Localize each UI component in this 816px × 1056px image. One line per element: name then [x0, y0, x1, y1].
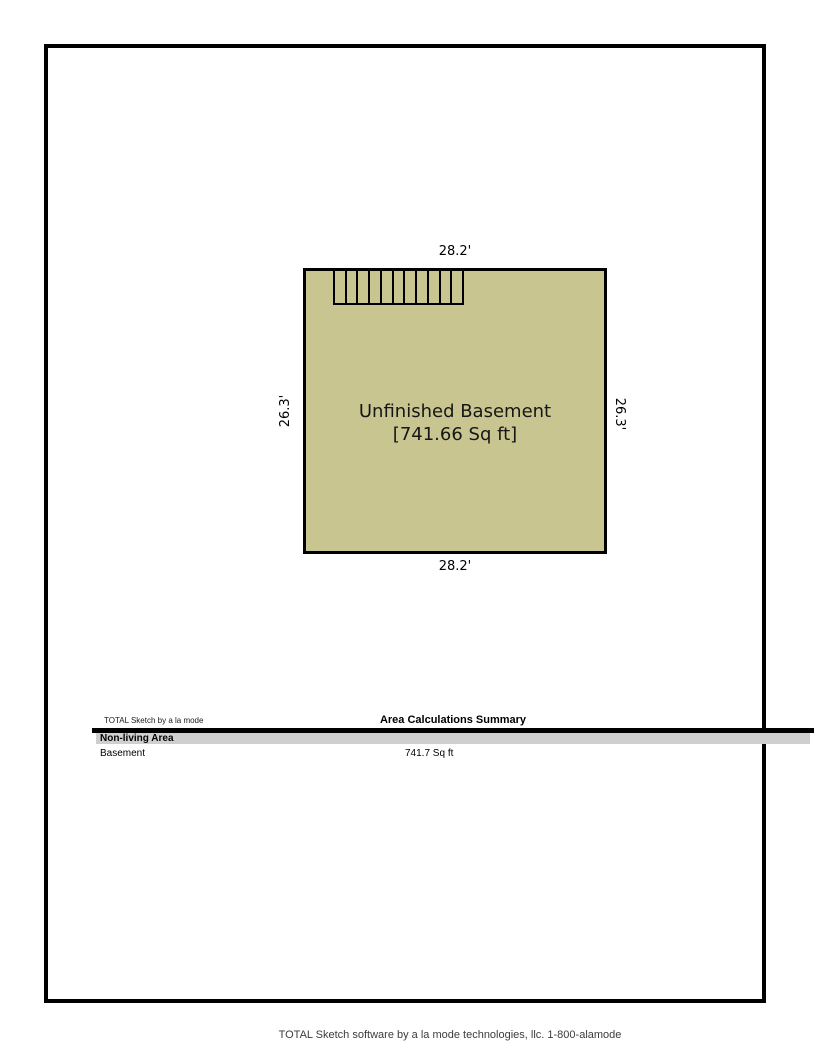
stair-tread: [405, 271, 417, 303]
stair-tread: [417, 271, 429, 303]
section-label: Non-living Area: [100, 733, 174, 744]
dim-label-top: 28.2': [438, 244, 472, 259]
area-row-name: Basement: [100, 748, 146, 759]
dim-label-left: 26.3': [278, 394, 293, 428]
stair-tread: [370, 271, 382, 303]
branding-text: TOTAL Sketch by a la mode: [104, 716, 204, 725]
stair-tread: [358, 271, 370, 303]
area-row-value: 741.7 Sq ft: [405, 748, 454, 759]
stair-tread: [335, 271, 347, 303]
stairs: [333, 271, 464, 305]
sketch-frame: [44, 44, 766, 1003]
dim-label-bottom: 28.2': [438, 559, 472, 574]
section-header-bar: [96, 733, 810, 744]
room-label: [303, 400, 607, 446]
summary-title: Area Calculations Summary: [379, 714, 527, 726]
stair-tread: [394, 271, 406, 303]
footer-text: TOTAL Sketch software by a la mode technologies, llc. 1-800-alamode: [278, 1029, 622, 1041]
room-area: [741.66 Sq ft]: [392, 424, 518, 445]
stair-tread: [452, 271, 462, 303]
stair-tread: [441, 271, 453, 303]
stair-tread: [347, 271, 359, 303]
dim-label-right: 26.3': [612, 397, 627, 431]
stair-tread: [429, 271, 441, 303]
stair-tread: [382, 271, 394, 303]
room-name: Unfinished Basement: [358, 401, 552, 422]
